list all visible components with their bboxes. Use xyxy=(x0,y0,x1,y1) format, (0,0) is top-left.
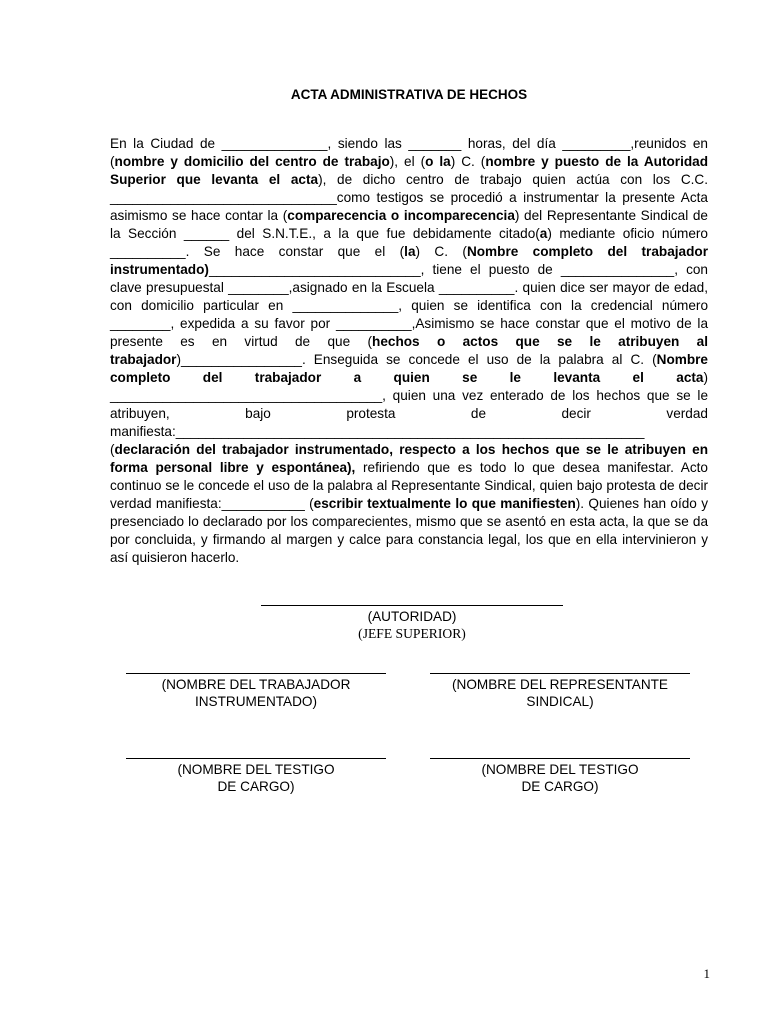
signature-sublabel: SINDICAL) xyxy=(526,694,594,709)
body-text-run: ) mediante oficio número __________. Se hace constar que el ( xyxy=(110,226,708,259)
signature-testigo-1 xyxy=(126,758,386,795)
signature-sublabel: INSTRUMENTADO) xyxy=(194,694,318,709)
signature-sublabel: (JEFE SUPERIOR) xyxy=(358,626,466,641)
body-bold-run: nombre y domicilio del centro de trabajo xyxy=(114,154,390,169)
body-bold-run: comparecencia o incomparecencia xyxy=(287,208,515,223)
body-bold-run: declaración del trabajador instrumentado, respecto a los hechos que se le atribuyen en forma personal libre y espontánea), xyxy=(110,442,708,475)
signature-line xyxy=(126,673,386,674)
signature-sublabel: DE CARGO) xyxy=(521,779,599,794)
body-text-run: ____________________________, tiene el puesto de _______________, con clave presupuestal ________,asignado en la Escuela __________. quien dice ser mayor de edad, con domicilio particular en ______________, quien se identifica con la credencial número ________, expedida a su favor por __________,Asimismo se hace constar que el motivo de la presente es en virtud de que ( xyxy=(110,262,708,349)
body-bold-run: Nombre completo del trabajador instrumentado) xyxy=(110,244,708,277)
document-title: ACTA ADMINISTRATIVA DE HECHOS xyxy=(290,87,528,102)
body-bold-run: o la xyxy=(425,154,451,169)
body-text-run: En la Ciudad de ______________, siendo las _______ horas, del día _________,reunidos en ( xyxy=(110,136,708,169)
body-paragraph xyxy=(110,135,708,567)
signature-testigo-2 xyxy=(430,758,690,795)
body-bold-run: la xyxy=(404,244,416,259)
body-bold-run: Nombre completo del trabajador a quien se le levanta el acta xyxy=(110,352,708,385)
signature-trabajador xyxy=(126,673,386,710)
body-text-run: ) C. ( xyxy=(415,244,467,259)
body-text-run: ) C. ( xyxy=(450,154,486,169)
body-text-run: ), de dicho centro de trabajo quien actúa con los C.C. ______________________________como testigos se procedió a instrumentar la presente Acta asimismo se hace contar la ( xyxy=(110,172,709,223)
body-text-run: ) ____________________________________, quien una vez enterado de los hechos que se le atribuyen, bajo protesta de decir verdad manifiesta:______________________________________________________________ ( xyxy=(110,370,708,457)
body-text-run: )________________. Enseguida se concede el uso de la palabra al C. ( xyxy=(176,352,657,367)
body-text-run: ) del Representante Sindical de la Sección ______ del S.N.T.E., a la que fue debidamente citado( xyxy=(110,208,708,241)
signature-representante xyxy=(430,673,690,710)
body-bold-run: escribir textualmente lo que manifiesten xyxy=(313,496,576,511)
page-number: 1 xyxy=(703,966,710,981)
signature-line xyxy=(126,758,386,759)
signature-label: (NOMBRE DEL TESTIGO xyxy=(481,762,639,777)
signature-autoridad xyxy=(261,605,563,642)
body-text-run: ), el ( xyxy=(389,154,426,169)
signature-label: (NOMBRE DEL TESTIGO xyxy=(177,762,335,777)
body-bold-run: hechos o actos que se le atribuyen al trabajador xyxy=(110,334,709,367)
signature-label: (NOMBRE DEL REPRESENTANTE xyxy=(451,677,669,692)
signature-line xyxy=(430,673,690,674)
body-text-run: ). Quienes han oído y presenciado lo declarado por los comparecientes, mismo que se asentó en esta acta, la que se da por concluida, y firmando al margen y calce para constancia legal, los que en ella intervinieron y así quisieron hacerlo. xyxy=(110,496,708,565)
body-bold-run: a xyxy=(539,226,548,241)
signature-sublabel: DE CARGO) xyxy=(217,779,295,794)
signature-label: (NOMBRE DEL TRABAJADOR xyxy=(161,677,351,692)
signature-line xyxy=(430,758,690,759)
body-text-run: refiriendo que es todo lo que desea manifestar. Acto continuo se le concede el uso de la palabra al Representante Sindical, quien bajo protesta de decir verdad manifiesta:___________ ( xyxy=(110,460,708,511)
signature-label: (AUTORIDAD) xyxy=(367,609,457,624)
signature-line xyxy=(261,605,563,606)
body-bold-run: nombre y puesto de la Autoridad Superior que levanta el acta xyxy=(110,154,709,187)
